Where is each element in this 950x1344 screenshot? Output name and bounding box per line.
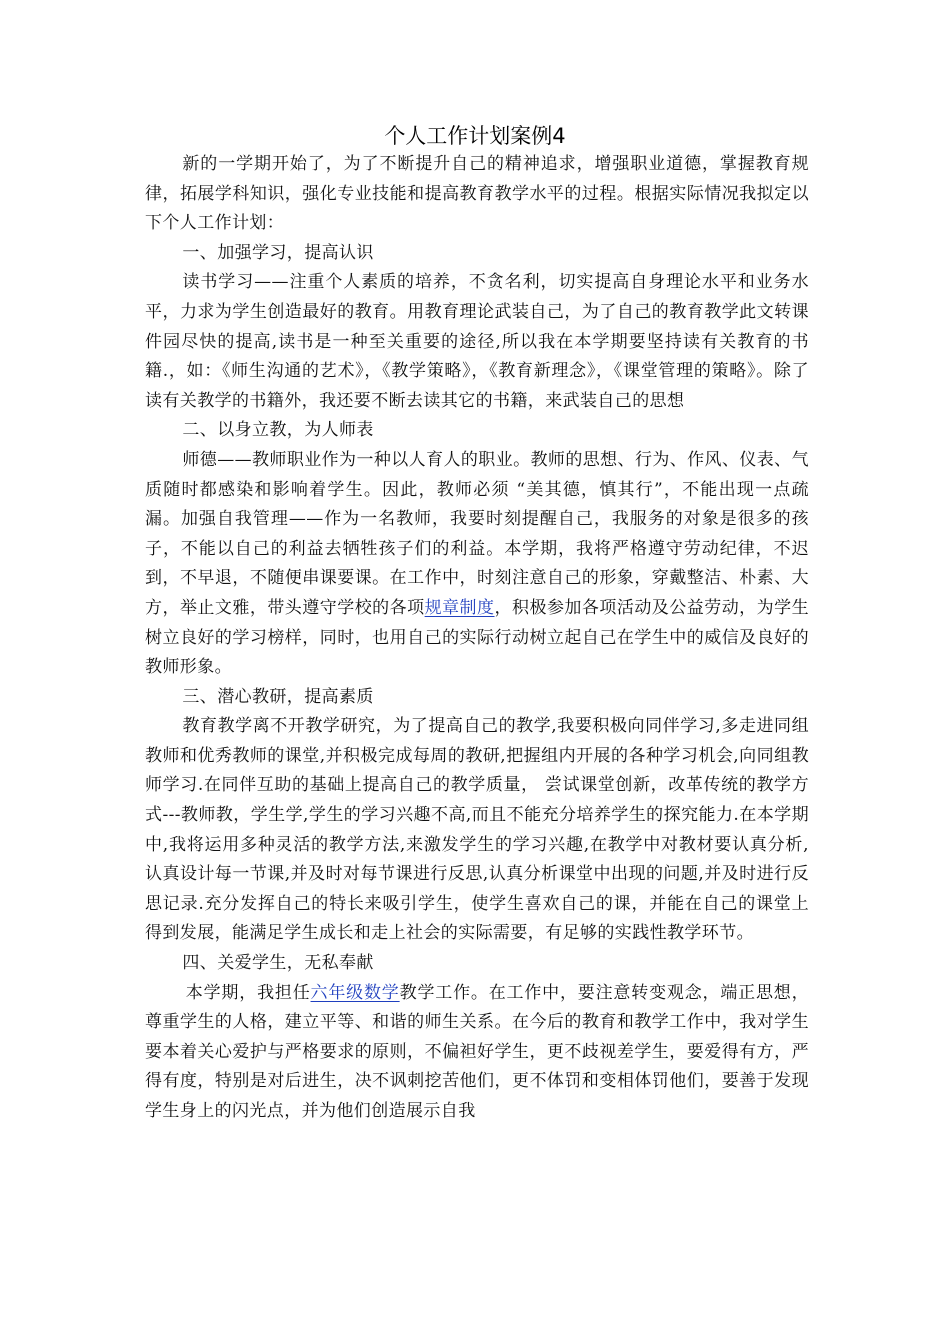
grade-six-math-link[interactable]: 六年级数学 [310,982,400,1003]
section-2-text-after-link: ，积极参加各项活动及公益劳动，为学生树立良好的学习榜样，同时，也用自己的实际行动树立起自己在学生中的威信及良好的教师形象。 [145,597,809,678]
section-2-heading: 二、以身立教，为人师表 [182,420,374,441]
section-4-heading: 四、关爱学生，无私奉献 [182,953,374,974]
section-4-text-after-link: 教学工作。在工作中，要注意转变观念，端正思想，尊重学生的人格，建立平等、和谐的师生关系。在今后的教育和教学工作中，我对学生要本着关心爱护与严格要求的原则，不偏袒好学生，更不歧视差学生，要爱得有方，严得有度，特别是对后进生，决不讽刺挖苦他们，更不体罚和变相体罚他们，要善于发现学生身上的闪光点，并为他们创造展示自我 [145,982,810,1121]
document-body [145,150,809,1127]
rules-link[interactable]: 规章制度 [424,597,495,618]
section-4-text-before-link: 本学期，我担任 [185,982,311,1003]
section-2-paragraph [145,446,809,683]
section-2-text-before-link: 师德——教师职业作为一种以人育人的职业。教师的思想、行为、作风、仪表、气质随时都感染和影响着学生。因此，教师必须 “美其德，慎其行”，不能出现一点疏漏。加强自我管理——作为一名教师，我要时刻提醒自己，我服务的对象是很多的孩子，不能以自己的利益去牺牲孩子们的利益。本学期，我将严格遵守劳动纪律，不迟到，不早退，不随便串课要课。在工作中，时刻注意自己的形象，穿戴整洁、朴素、大方，举止文雅，带头遵守学校的各项 [145,449,809,618]
document-title: 个人工作计划案例4 [384,124,566,148]
section-3-paragraph: 教育教学离不开教学研究，为了提高自己的教学,我要积极向同伴学习,多走进同组教师和优秀教师的课堂,并积极完成每周的教研,把握组内开展的各种学习机会,向同组教师学习.在同伴互助的基础上提高自己的教学质量， 尝试课堂创新，改革传统的教学方式---教师教，学生学,学生的学习兴趣不高,而且不能充分培养学生的探究能力.在本学期中,我将运用多种灵活的教学方法,来激发学生的学习兴趣,在教学中对教材要认真分析,认真设计每一节课,并及时对每节课进行反思,认真分析课堂中出现的问题,并及时进行反思记录.充分发挥自己的特长来吸引学生，使学生喜欢自己的课，并能在自己的课堂上得到发展，能满足学生成长和走上社会的实际需要，有足够的实践性教学环节。 [145,716,809,944]
section-1-paragraph: 读书学习——注重个人素质的培养，不贪名利，切实提高自身理论水平和业务水平，力求为学生创造最好的教育。用教育理论武装自己，为了自己的教育教学此文转课件园尽快的提高,读书是一种至关重要的途径,所以我在本学期要坚持读有关教育的书籍.，如：《师生沟通的艺术》，《教学策略》，《教育新理念》，《课堂管理的策略》。除了读有关教学的书籍外，我还要不断去读其它的书籍，来武装自己的思想 [145,272,809,411]
intro-paragraph: 新的一学期开始了，为了不断提升自己的精神追求，增强职业道德，掌握教育规律，拓展学科知识，强化专业技能和提高教育教学水平的过程。根据实际情况我拟定以下个人工作计划： [145,154,809,234]
section-1-heading: 一、加强学习，提高认识 [182,242,374,263]
section-4-paragraph [145,979,809,1127]
section-3-heading: 三、潜心教研，提高素质 [182,686,374,707]
